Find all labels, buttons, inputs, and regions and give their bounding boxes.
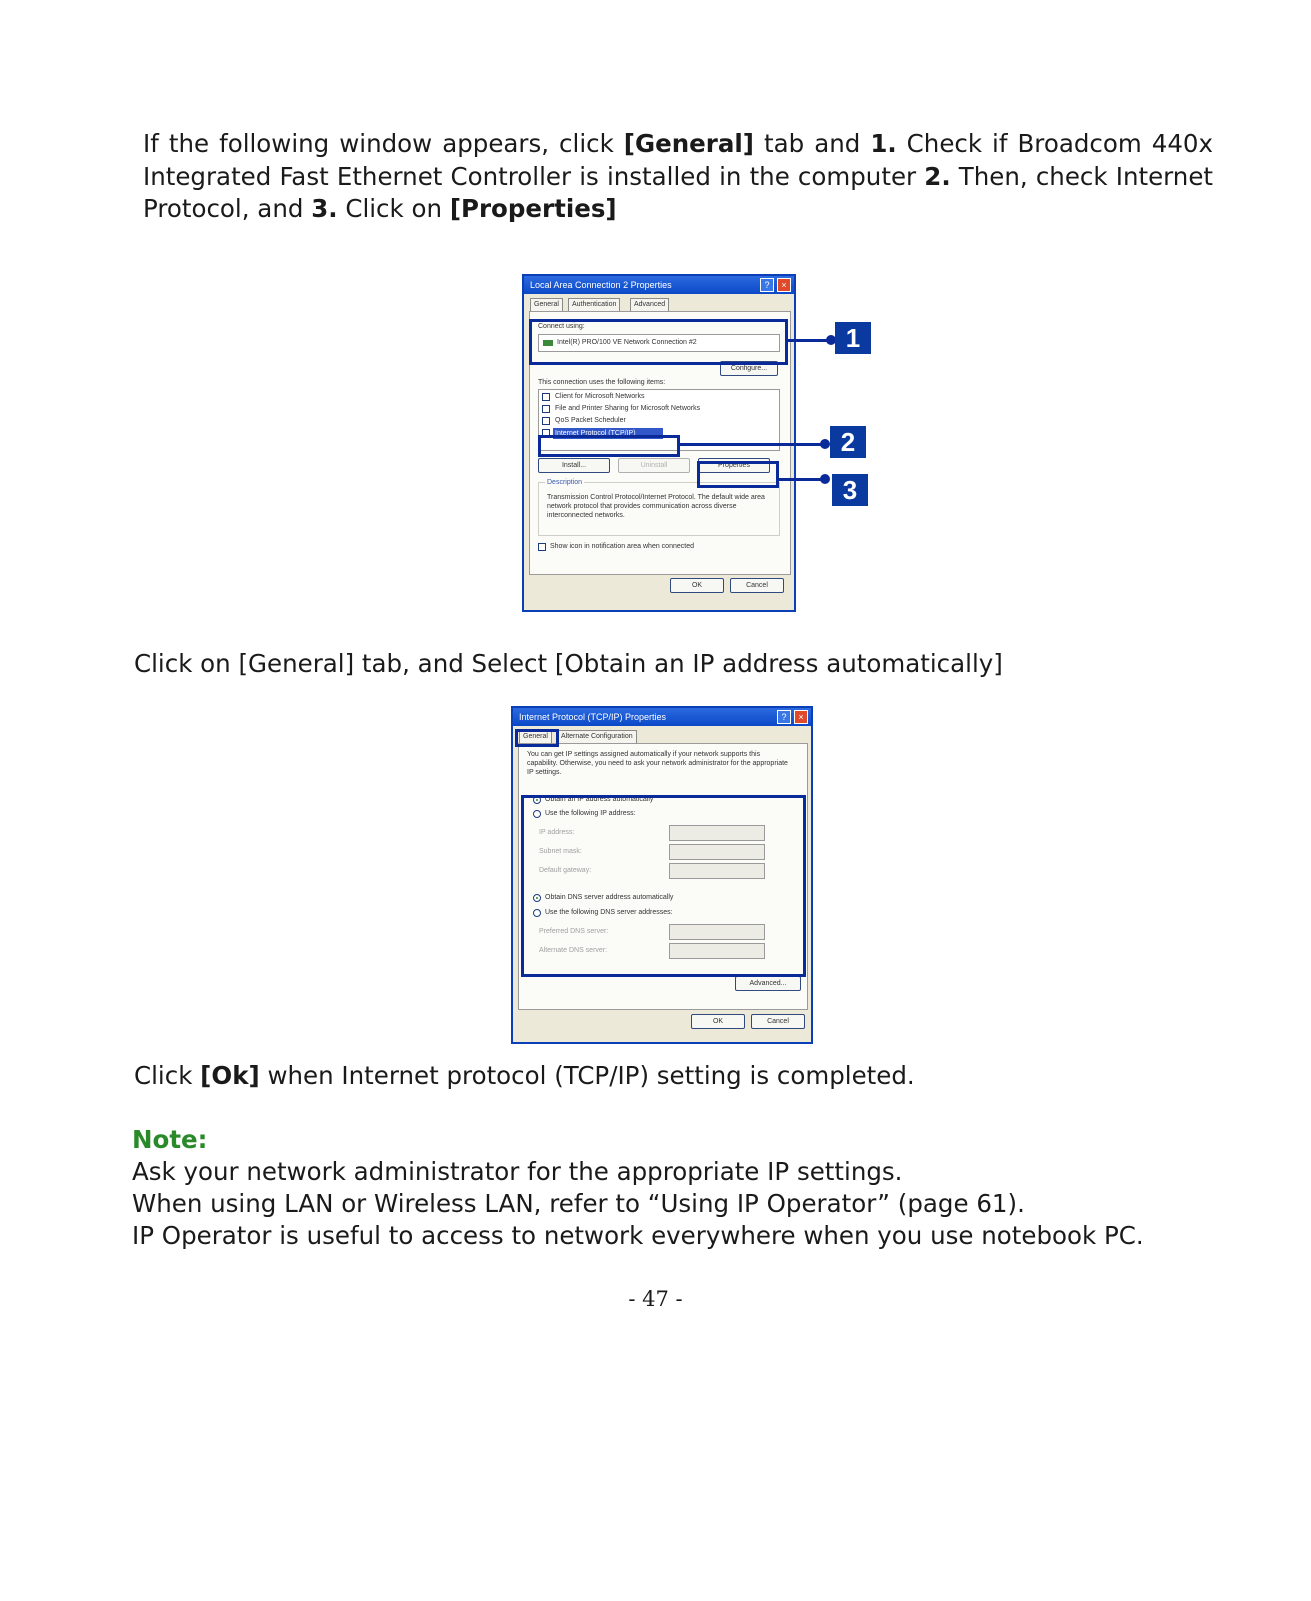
note-line: When using LAN or Wireless LAN, refer to “Using IP Operator” (page 61). (132, 1189, 1025, 1218)
subnet-label: Subnet mask: (539, 848, 582, 855)
use-ip-label: Use the following IP address: (545, 810, 636, 817)
callout-line-3 (779, 478, 824, 481)
preferred-dns-label: Preferred DNS server: (539, 928, 609, 935)
page-number: - 47 - (628, 1287, 683, 1311)
dialog-titlebar: Internet Protocol (TCP/IP) Properties (513, 708, 811, 726)
show-icon-label: Show icon in notification area when connected (550, 543, 694, 550)
tab-alternate-configuration[interactable]: Alternate Configuration (557, 730, 637, 743)
note-line: Ask your network administrator for the appropriate IP settings. (132, 1157, 903, 1186)
note-line: IP Operator is useful to access to network everywhere when you use notebook PC. (132, 1221, 1144, 1250)
uninstall-button[interactable]: Uninstall (618, 458, 690, 473)
highlight-ip-settings (521, 795, 806, 977)
configure-button[interactable]: Configure... (720, 361, 778, 376)
list-item[interactable]: Client for Microsoft Networks (555, 393, 645, 400)
note-label: Note: (132, 1125, 208, 1154)
help-icon[interactable]: ? (760, 278, 774, 292)
connect-using-label: Connect using: (538, 323, 585, 330)
callout-badge-3: 3 (832, 474, 868, 506)
description-group (538, 479, 780, 536)
callout-badge-1: 1 (835, 322, 871, 354)
obtain-ip-label: Obtain an IP address automatically (545, 796, 654, 803)
cancel-button[interactable]: Cancel (730, 578, 784, 593)
highlight-internet-protocol (538, 435, 680, 457)
alternate-dns-label: Alternate DNS server: (539, 947, 608, 954)
item-checkbox[interactable] (542, 405, 550, 413)
gateway-label: Default gateway: (539, 867, 592, 874)
properties-button[interactable]: Properties (698, 458, 770, 473)
list-item[interactable]: QoS Packet Scheduler (555, 417, 626, 424)
close-icon[interactable]: × (794, 710, 808, 724)
obtain-dns-label: Obtain DNS server address automatically (545, 894, 674, 901)
item-checkbox[interactable] (542, 393, 550, 401)
help-icon[interactable]: ? (777, 710, 791, 724)
tab-authentication[interactable]: Authentication (568, 298, 620, 311)
ok-button[interactable]: OK (670, 578, 724, 593)
ok-button[interactable]: OK (691, 1014, 745, 1029)
item-checkbox[interactable] (542, 417, 550, 425)
list-item[interactable]: File and Printer Sharing for Microsoft Networks (555, 405, 701, 412)
callout-dot-3 (820, 474, 830, 484)
ip-address-label: IP address: (539, 829, 575, 836)
dialog-titlebar: Local Area Connection 2 Properties (524, 276, 794, 294)
description-label: Description (547, 479, 583, 486)
callout-line-2 (680, 443, 824, 446)
description-text: Transmission Control Protocol/Internet Protocol. The default wide area network protocol that provides communication across diverse interconnected networks. (547, 494, 765, 519)
install-button[interactable]: Install... (538, 458, 610, 473)
tab-general[interactable]: General (530, 298, 563, 311)
highlight-properties-button (697, 461, 779, 488)
intro-paragraph: If the following window appears, click [General] tab and 1. Check if Broadcom 440x Integrated Fast Ethernet Controller is installed in the computer 2. Then, check Internet Protocol, and 3. Click on [Properties] (143, 129, 1214, 223)
callout-dot-2 (820, 439, 830, 449)
highlight-connect-using (529, 319, 788, 365)
items-label: This connection uses the following items: (538, 379, 666, 386)
adapter-name: Intel(R) PRO/100 VE Network Connection #2 (557, 339, 697, 346)
intro-text: You can get IP settings assigned automatically if your network supports this capability. Otherwise, you need to ask your network administrator for the appropriate IP settings. (527, 751, 788, 776)
tab-general[interactable]: General (519, 730, 552, 743)
show-icon-checkbox[interactable] (538, 543, 546, 551)
caption-click-ok: Click [Ok] when Internet protocol (TCP/IP) setting is completed. (134, 1061, 915, 1090)
callout-badge-2: 2 (830, 426, 866, 458)
caption-select-obtain-ip: Click on [General] tab, and Select [Obtain an IP address automatically] (134, 649, 1003, 678)
highlight-general-tab (515, 729, 559, 747)
use-dns-label: Use the following DNS server addresses: (545, 909, 673, 916)
cancel-button[interactable]: Cancel (751, 1014, 805, 1029)
list-item[interactable]: Internet Protocol (TCP/IP) (555, 430, 636, 437)
callout-line-1 (788, 339, 830, 342)
tab-advanced[interactable]: Advanced (630, 298, 669, 311)
advanced-button[interactable]: Advanced... (735, 976, 801, 991)
close-icon[interactable]: × (777, 278, 791, 292)
